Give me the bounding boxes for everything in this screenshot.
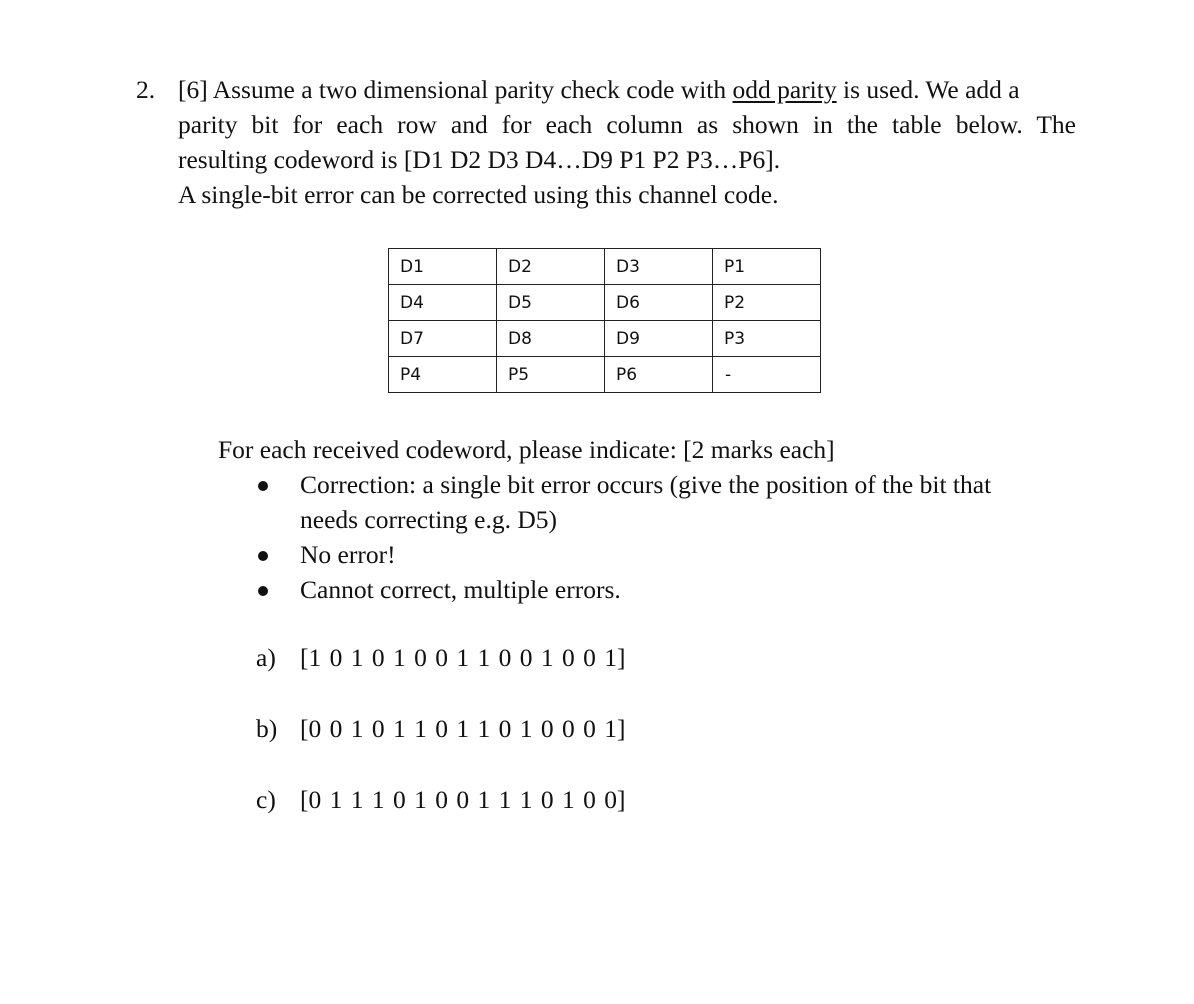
- question-line-1-start: Assume a two dimensional parity check code with: [207, 75, 733, 104]
- list-item: [218, 572, 1038, 607]
- table-cell: D7: [389, 321, 497, 357]
- table-cell: D9: [605, 321, 713, 357]
- codeword: [0 1 1 1 0 1 0 0 1 1 1 0 1 0 0]: [300, 785, 626, 814]
- table-cell: P3: [713, 321, 821, 357]
- table-cell: D5: [497, 285, 605, 321]
- part-label: a): [256, 643, 276, 672]
- codeword: [0 0 1 0 1 1 0 1 1 0 1 0 0 0 1]: [300, 714, 626, 743]
- list-item: [218, 467, 1038, 537]
- table-cell: P5: [497, 357, 605, 393]
- instructions-heading: For each received codeword, please indicate: [2 marks each]: [218, 435, 835, 464]
- question-marks: [6]: [178, 75, 208, 104]
- question-body: [178, 72, 1076, 212]
- option-correction: Correction: a single bit error occurs (give the position of the bit that needs correcting e.g. D5): [300, 470, 992, 534]
- table-row: [389, 357, 821, 393]
- part-label: b): [256, 714, 278, 743]
- question-number: 2.: [136, 75, 156, 104]
- question-line-1: [178, 72, 1076, 107]
- table-row: [389, 321, 821, 357]
- bullet-icon: [258, 586, 268, 596]
- option-cannot-correct: Cannot correct, multiple errors.: [300, 575, 621, 604]
- question-line-2: parity bit for each row and for each column as shown in the table below. The: [178, 110, 1076, 139]
- instructions-block: [218, 432, 1038, 607]
- question-line-3: resulting codeword is [D1 D2 D3 D4…D9 P1 P2 P3…P6].: [178, 145, 781, 174]
- table-cell: D4: [389, 285, 497, 321]
- table-cell: P6: [605, 357, 713, 393]
- question-line-1-end: is used. We add a: [836, 75, 1020, 104]
- table-cell: P2: [713, 285, 821, 321]
- answer-options-list: [218, 467, 1038, 607]
- parity-table: [388, 248, 821, 393]
- bullet-icon: [258, 481, 268, 491]
- part-label: c): [256, 785, 276, 814]
- codeword: [1 0 1 0 1 0 0 1 1 0 0 1 0 0 1]: [300, 643, 626, 672]
- option-no-error: No error!: [300, 540, 396, 569]
- table-cell: D3: [605, 249, 713, 285]
- bullet-icon: [258, 551, 268, 561]
- table-cell: P4: [389, 357, 497, 393]
- odd-parity-underlined: odd parity: [732, 75, 837, 104]
- list-item: [218, 537, 1038, 572]
- table-cell: D6: [605, 285, 713, 321]
- table-row: [389, 249, 821, 285]
- table-cell-empty-corner: -: [713, 357, 821, 393]
- table-row: [389, 285, 821, 321]
- table-cell: D1: [389, 249, 497, 285]
- table-cell: D2: [497, 249, 605, 285]
- table-cell: P1: [713, 249, 821, 285]
- table-cell: D8: [497, 321, 605, 357]
- question-line-4: A single-bit error can be corrected using this channel code.: [178, 180, 779, 209]
- question-block: [136, 72, 1076, 212]
